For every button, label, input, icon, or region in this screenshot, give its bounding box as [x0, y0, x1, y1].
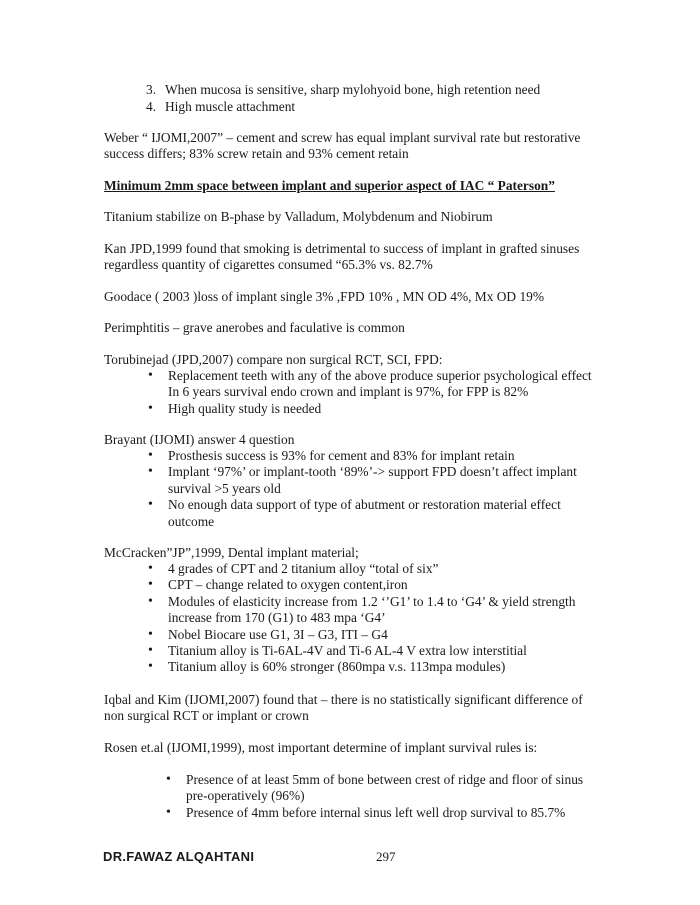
- item-text: When mucosa is sensitive, sharp mylohyoid bone, high retention need: [165, 82, 541, 97]
- list-item: • 4 grades of CPT and 2 titanium alloy “total of six”: [148, 561, 598, 577]
- list-item: • Nobel Biocare use G1, 3I – G3, ITI – G4: [148, 627, 598, 643]
- rosen-list: [166, 772, 586, 821]
- item-number: 4.: [146, 99, 157, 114]
- weber-paragraph: Weber “ IJOMI,2007” – cement and screw has equal implant survival rate but restorative success differs; 83% screw retain and 93% cement retain: [104, 130, 581, 162]
- numbered-item: [146, 99, 606, 115]
- list-item: • Prosthesis success is 93% for cement and 83% for implant retain: [148, 448, 598, 464]
- list-item: • Modules of elasticity increase from 1.2 ‘’G1’ to 1.4 to ‘G4’ & yield strength increase from 170 (G1) to 483 mpa ‘G4’: [148, 594, 608, 627]
- footer-author: DR.FAWAZ ALQAHTANI: [103, 849, 255, 864]
- page-number: 297: [376, 849, 396, 864]
- titanium-paragraph: Titanium stabilize on B-phase by Valladum, Molybdenum and Niobirum: [104, 209, 493, 224]
- rosen-intro: Rosen et.al (IJOMI,1999), most important determine of implant survival rules is:: [104, 740, 538, 755]
- torubinejad-intro: Torubinejad (JPD,2007) compare non surgical RCT, SCI, FPD:: [104, 352, 443, 367]
- list-item: • CPT – change related to oxygen content,iron: [148, 577, 598, 593]
- goodace-paragraph: Goodace ( 2003 )loss of implant single 3% ,FPD 10% , MN OD 4%, Mx OD 19%: [104, 289, 544, 304]
- perimphtitis-paragraph: Perimphtitis – grave anerobes and faculative is common: [104, 320, 405, 335]
- iqbal-paragraph: Iqbal and Kim (IJOMI,2007) found that – there is no statistically significant difference of non surgical RCT or implant or crown: [104, 692, 583, 724]
- list-item: • Titanium alloy is 60% stronger (860mpa v.s. 113mpa modules): [148, 659, 628, 675]
- list-item: • Implant ‘97%’ or implant-tooth ‘89%’-> support FPD doesn’t affect implant survival >5 years old: [148, 464, 598, 497]
- torubinejad-list: [148, 368, 598, 417]
- numbered-item: [146, 82, 606, 98]
- brayant-intro: Brayant (IJOMI) answer 4 question: [104, 432, 295, 447]
- list-item: • High quality study is needed: [148, 401, 598, 417]
- paterson-heading: Minimum 2mm space between implant and superior aspect of IAC “ Paterson”: [104, 178, 555, 193]
- list-item: • Presence of at least 5mm of bone between crest of ridge and floor of sinus pre-operatively (96%): [166, 772, 596, 805]
- item-number: 3.: [146, 82, 157, 97]
- mccracken-intro: McCracken”JP”,1999, Dental implant material;: [104, 545, 359, 560]
- item-text: High muscle attachment: [165, 99, 296, 114]
- list-item: • Titanium alloy is Ti-6AL-4V and Ti-6 AL-4 V extra low interstitial: [148, 643, 628, 659]
- kan-paragraph: Kan JPD,1999 found that smoking is detrimental to success of implant in grafted sinuses regardless quantity of cigarettes consumed “65.3% vs. 82.7%: [104, 241, 580, 273]
- list-item: • Presence of 4mm before internal sinus left well drop survival to 85.7%: [166, 805, 586, 821]
- mccracken-list: [148, 561, 598, 676]
- brayant-list: [148, 448, 598, 530]
- list-item: • Replacement teeth with any of the above produce superior psychological effect In 6 years survival endo crown and implant is 97%, for FPP is 82%: [148, 368, 600, 401]
- list-item: • No enough data support of type of abutment or restoration material effect outcome: [148, 497, 588, 530]
